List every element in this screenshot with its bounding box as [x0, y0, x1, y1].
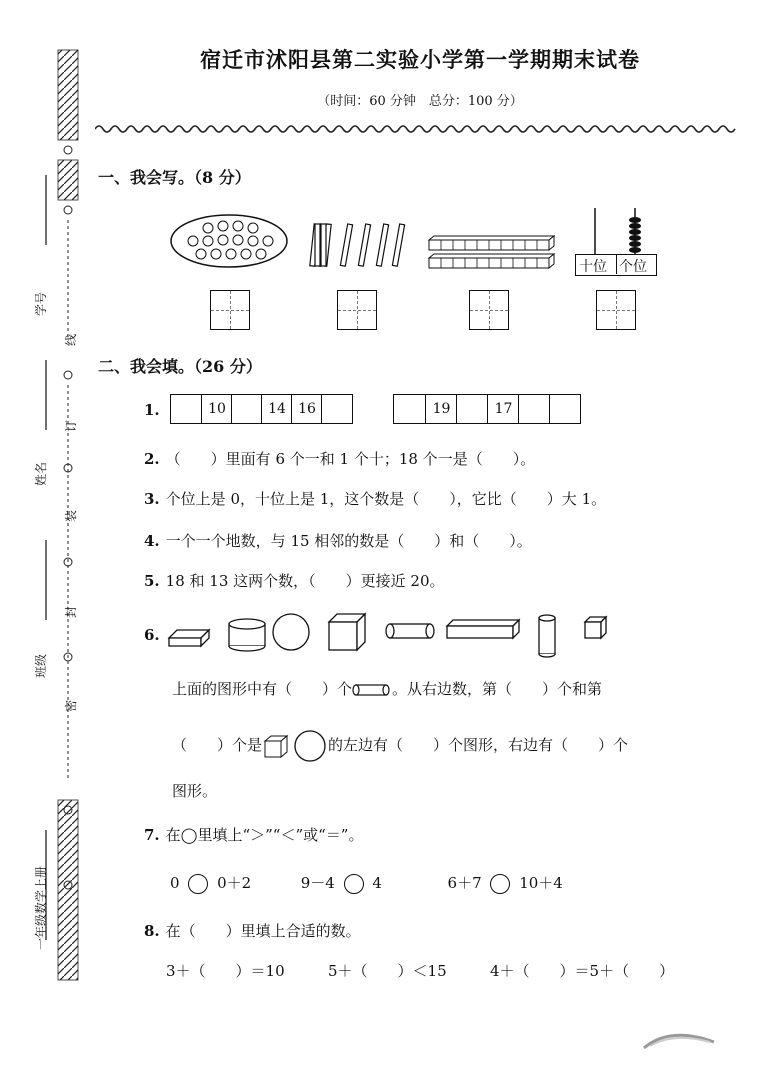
q7-item-left: 6＋7: [447, 874, 482, 892]
q1-number-strip-1: [170, 394, 353, 424]
section2-heading: 二、我会填。（26 分）: [98, 357, 262, 376]
abacus-ones-label: 个位: [619, 259, 647, 275]
abacus-illustration: [575, 206, 661, 258]
q8: 8. 在（ ）里填上合适的数。: [144, 922, 361, 940]
sticks-illustration: [300, 220, 410, 270]
compare-circle[interactable]: [344, 874, 364, 894]
abacus-tens-label: 十位: [579, 259, 607, 275]
q7-item-right: 0＋2: [217, 874, 252, 892]
q1-cell: 19: [425, 395, 457, 423]
q4: 4. 一个一个地数，与 15 相邻的数是（ ）和（ ）。: [144, 532, 532, 550]
q8-item-3[interactable]: 4＋（ ）＝5＋（ ）: [490, 962, 675, 980]
q7-item-right: 10＋4: [519, 874, 563, 892]
answer-grid-4[interactable]: [596, 290, 636, 330]
cube-inline-icon: [262, 733, 292, 759]
q6-number: 6.: [144, 626, 160, 644]
name-label: 姓名: [34, 461, 48, 486]
q1-cell[interactable]: [456, 395, 488, 423]
abacus-labels: [575, 254, 657, 276]
student-id-label: 学号: [34, 291, 48, 316]
compare-circle[interactable]: [188, 874, 208, 894]
q6-line1-part-b: 。从右边数，第（ ）个和第: [392, 680, 603, 698]
seal-char-mi: 密: [64, 699, 78, 712]
class-label: 班级: [34, 653, 48, 678]
answer-grid-2[interactable]: [337, 290, 377, 330]
section1-heading: 一、我会写。（8 分）: [98, 168, 251, 187]
q6-line3: 图形。: [172, 782, 218, 800]
q8-text: 在（ ）里填上合适的数。: [165, 922, 361, 940]
q2: 2. （ ）里面有 6 个一和 1 个十；18 个一是（ ）。: [144, 450, 536, 468]
q5: 5. 18 和 13 这两个数，（ ）更接近 20。: [144, 572, 445, 590]
q1-cell[interactable]: [321, 395, 352, 423]
q6-line2: [172, 728, 628, 764]
answer-grid-1[interactable]: [210, 290, 250, 330]
q6-line1-part-a: 上面的图形中有（ ）个: [172, 680, 353, 698]
wavy-divider: [95, 122, 740, 136]
compare-circle[interactable]: [490, 874, 510, 894]
q1-cell[interactable]: [171, 395, 201, 423]
binding-margin: [0, 0, 95, 1074]
seal-char-feng: 封: [64, 605, 78, 618]
q1-cell: 16: [291, 395, 322, 423]
q8-item-1[interactable]: 3＋（ ）＝10: [166, 962, 285, 980]
q1-cell[interactable]: [231, 395, 262, 423]
seal-char-ding: 订: [64, 419, 78, 432]
seal-char-xian: 线: [64, 333, 78, 346]
cube-rods-illustration: [425, 234, 555, 274]
grade-label: 一年级数学上册: [34, 865, 48, 950]
q6-shapes-row: [165, 608, 625, 660]
answer-grid-3[interactable]: [469, 290, 509, 330]
q7-item-right: 4: [372, 874, 382, 892]
q7-item-left: 9－4: [300, 874, 335, 892]
q2-text: （ ）里面有 6 个一和 1 个十；18 个一是（ ）。: [165, 450, 536, 468]
q1-cell[interactable]: [394, 395, 425, 423]
q6-line2-part-b: 的左边有（ ）个图形，右边有（ ）个: [328, 736, 629, 754]
cylinder-inline-icon: [352, 682, 392, 698]
q1-number-strip-2: [393, 394, 581, 424]
q6-line2-part-a: （ ）个是: [172, 736, 263, 754]
apples-illustration: [168, 212, 290, 270]
q1-cell: 14: [261, 395, 292, 423]
q6-line1: [172, 678, 602, 699]
q3: 3. 个位上是 0，十位上是 1，这个数是（ ），它比（ ）大 1。: [144, 490, 607, 508]
q4-text: 一个一个地数，与 15 相邻的数是（ ）和（ ）。: [165, 532, 532, 550]
page-title: 宿迁市沭阳县第二实验小学第一学期期末试卷: [200, 47, 640, 72]
q1-cell: 10: [201, 395, 232, 423]
page-subtitle: （时间：60 分钟 总分：100 分）: [317, 94, 523, 109]
q7-text: 在◯里填上“＞”“＜”或“＝”。: [165, 826, 364, 844]
q5-text: 18 和 13 这两个数，（ ）更接近 20。: [165, 572, 445, 590]
q3-text: 个位上是 0，十位上是 1，这个数是（ ），它比（ ）大 1。: [165, 490, 607, 508]
q8-item-2[interactable]: 5＋（ ）＜15: [328, 962, 447, 980]
q7: 7. 在◯里填上“＞”“＜”或“＝”。: [144, 826, 364, 844]
sphere-inline-icon: [292, 728, 328, 764]
q1-number: 1.: [144, 401, 160, 419]
q7-items: [170, 872, 563, 894]
page-corner-decoration: [640, 1022, 720, 1052]
seal-char-zhuang: 装: [64, 509, 78, 522]
q1-cell[interactable]: [518, 395, 550, 423]
q7-item-left: 0: [170, 874, 180, 892]
q1-cell: 17: [487, 395, 519, 423]
q1-cell[interactable]: [549, 395, 581, 423]
